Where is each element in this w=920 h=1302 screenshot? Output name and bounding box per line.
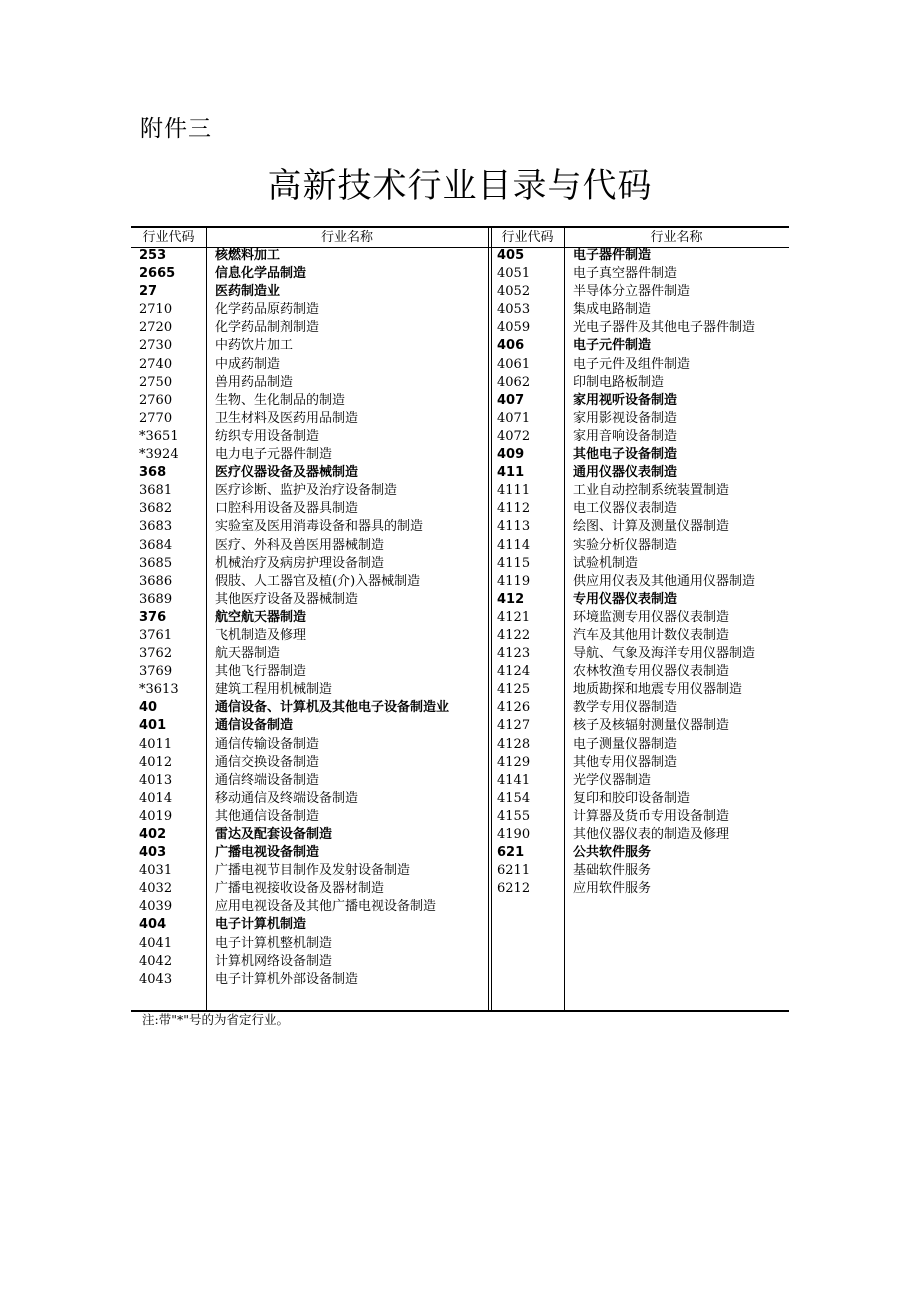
industry-code: 405 [497, 248, 525, 263]
industry-name: 其他电子设备制造 [573, 447, 678, 463]
table-row [491, 609, 789, 627]
table-row [491, 247, 789, 265]
industry-name: 电工仪器仪表制造 [573, 501, 678, 517]
industry-name: 教学专用仪器制造 [573, 700, 678, 716]
industry-name: 航空航天器制造 [215, 609, 307, 625]
table-row [491, 410, 789, 428]
industry-code: 4154 [497, 790, 531, 806]
industry-code: 3689 [139, 591, 173, 607]
table-row [491, 826, 789, 844]
industry-name: 核燃料加工 [215, 248, 281, 263]
industry-code: 4062 [497, 374, 531, 390]
table-header-right [491, 228, 789, 247]
table-row [491, 392, 789, 410]
industry-name: 印制电路板制造 [573, 374, 665, 390]
industry-name: 医疗、外科及兽医用器械制造 [215, 537, 385, 553]
industry-name: 家用视听设备制造 [573, 392, 678, 408]
industry-code-table [131, 226, 789, 1012]
industry-name: 其他飞行器制造 [215, 664, 307, 680]
table-row [491, 537, 789, 555]
industry-name: 机械治疗及病房护理设备制造 [215, 555, 385, 571]
industry-name: 公共软件服务 [573, 845, 652, 861]
header-code-right: 行业代码 [501, 230, 554, 245]
industry-code: 4111 [497, 483, 531, 499]
industry-code: 3761 [139, 627, 173, 643]
table-row [131, 319, 488, 337]
industry-name: 建筑工程用机械制造 [215, 682, 333, 698]
table-row [491, 482, 789, 500]
industry-code: 4013 [139, 772, 173, 788]
industry-code: 4071 [497, 410, 531, 426]
industry-code: 4039 [139, 899, 173, 915]
table-row [131, 826, 488, 844]
industry-name: 试验机制造 [573, 555, 639, 571]
table-row [491, 319, 789, 337]
industry-code: *3651 [139, 428, 179, 444]
table-row [131, 446, 488, 464]
industry-name: 广播电视节目制作及发射设备制造 [215, 863, 411, 879]
industry-name: 电子测量仪器制造 [573, 736, 678, 752]
industry-code: 411 [497, 465, 525, 481]
industry-name: 计算器及货币专用设备制造 [573, 808, 730, 824]
table-row [491, 374, 789, 392]
industry-name: 家用音响设备制造 [573, 428, 678, 444]
industry-code: 4114 [497, 537, 531, 553]
table-row [131, 772, 488, 790]
table-row [491, 301, 789, 319]
industry-code: 4012 [139, 754, 173, 770]
industry-name: 其他通信设备制造 [215, 808, 320, 824]
table-row [131, 935, 488, 953]
industry-name: 通信交换设备制造 [215, 754, 320, 770]
industry-code: 4041 [139, 935, 173, 951]
table-row [131, 736, 488, 754]
industry-code: 2750 [139, 374, 173, 390]
industry-code: 4031 [139, 863, 173, 879]
table-row [131, 754, 488, 772]
attachment-label: 附件三 [140, 116, 212, 142]
industry-code: 4061 [497, 356, 531, 372]
table-row [491, 645, 789, 663]
industry-code: 4121 [497, 609, 531, 625]
table-row [131, 790, 488, 808]
table-row [131, 265, 488, 283]
industry-code: 2770 [139, 410, 173, 426]
industry-name: 工业自动控制系统装置制造 [573, 483, 730, 499]
industry-code: 3685 [139, 555, 173, 571]
industry-name: 通信设备制造 [215, 718, 294, 734]
table-row [131, 392, 488, 410]
industry-code: 6212 [497, 881, 531, 897]
table-row [131, 464, 488, 482]
industry-name: 电力电子元器件制造 [215, 447, 333, 463]
industry-name: 复印和胶印设备制造 [573, 790, 691, 806]
table-row [131, 301, 488, 319]
industry-name: 通信设备、计算机及其他电子设备制造业 [215, 700, 450, 716]
industry-code: 4042 [139, 953, 173, 969]
industry-name: 通用仪器仪表制造 [573, 465, 678, 481]
industry-code: 4011 [139, 736, 173, 752]
industry-name: 移动通信及终端设备制造 [215, 790, 359, 806]
table-row [491, 356, 789, 374]
industry-code: 4014 [139, 790, 173, 806]
table-row [131, 283, 488, 301]
industry-name: 中药饮片加工 [215, 338, 294, 354]
table-row [131, 247, 488, 265]
table-row [491, 627, 789, 645]
industry-name: 光学仪器制造 [573, 772, 652, 788]
table-row [131, 337, 488, 355]
industry-code: 4043 [139, 971, 173, 987]
industry-code: 27 [139, 284, 158, 300]
industry-code: 404 [139, 917, 167, 933]
industry-name: 导航、气象及海洋专用仪器制造 [573, 646, 756, 662]
industry-name: 医疗仪器设备及器械制造 [215, 465, 359, 481]
industry-code: 4059 [497, 320, 531, 336]
table-row [131, 916, 488, 934]
table-header-left [131, 228, 488, 247]
industry-name: 医疗诊断、监护及治疗设备制造 [215, 483, 398, 499]
industry-code: 4190 [497, 827, 531, 842]
table-row [131, 374, 488, 392]
footnote: 注:带"*"号的为省定行业。 [142, 1012, 289, 1027]
industry-name: 应用软件服务 [573, 881, 652, 897]
table-row [131, 717, 488, 735]
table-row [131, 410, 488, 428]
table-row [131, 880, 488, 898]
industry-name: 通信终端设备制造 [215, 772, 320, 788]
industry-code: *3613 [139, 682, 179, 698]
table-row [131, 953, 488, 971]
industry-code: 2665 [139, 266, 176, 282]
industry-name: 航天器制造 [215, 646, 281, 662]
industry-name: 信息化学品制造 [215, 266, 307, 282]
left-table-body [131, 247, 488, 989]
table-row [131, 573, 488, 591]
industry-name: 生物、生化制品的制造 [215, 392, 346, 408]
industry-name: 农林牧渔专用仪器仪表制造 [573, 664, 730, 680]
table-row [131, 482, 488, 500]
industry-code: 4124 [497, 664, 531, 680]
industry-code: 409 [497, 447, 525, 463]
industry-code: 4141 [497, 772, 531, 788]
industry-code: 407 [497, 392, 525, 408]
table-row [131, 518, 488, 536]
industry-name: 其他专用仪器制造 [573, 754, 678, 770]
industry-code: 4123 [497, 646, 531, 662]
industry-code: 4051 [497, 266, 531, 282]
industry-name: 电子元件及组件制造 [573, 356, 691, 372]
industry-code: 2720 [139, 320, 173, 336]
industry-code: 2710 [139, 302, 173, 318]
industry-code: 2760 [139, 392, 173, 408]
industry-code: 4122 [497, 627, 531, 643]
industry-name: 电子元件制造 [573, 338, 652, 354]
industry-code: 2740 [139, 356, 173, 372]
industry-name: 口腔科用设备及器具制造 [215, 501, 359, 517]
table-row [131, 663, 488, 681]
industry-name: 飞机制造及修理 [215, 627, 307, 643]
industry-name: 电子计算机制造 [215, 917, 307, 933]
industry-code: 6211 [497, 863, 531, 879]
header-name-right: 行业名称 [650, 230, 703, 245]
table-row [131, 537, 488, 555]
table-row [131, 808, 488, 826]
table-row [131, 356, 488, 374]
industry-name: 地质勘探和地震专用仪器制造 [573, 682, 743, 698]
industry-name: 实验室及医用消毒设备和器具的制造 [215, 519, 424, 535]
industry-code: 4119 [497, 573, 531, 589]
industry-code: 406 [497, 338, 525, 354]
industry-name: 供应用仪表及其他通用仪器制造 [573, 573, 756, 589]
table-row [491, 283, 789, 301]
industry-name: 绘图、计算及测量仪器制造 [573, 519, 730, 535]
table-row [491, 663, 789, 681]
table-row [491, 790, 789, 808]
industry-name: 集成电路制造 [573, 302, 652, 318]
industry-name: 电子器件制造 [573, 248, 652, 263]
table-row [491, 772, 789, 790]
table-row [131, 681, 488, 699]
table-row [491, 337, 789, 355]
table-row [491, 464, 789, 482]
table-row [131, 609, 488, 627]
industry-code: 4052 [497, 284, 531, 300]
industry-name: 家用影视设备制造 [573, 410, 678, 426]
industry-name: 中成药制造 [215, 356, 281, 372]
table-row [491, 573, 789, 591]
industry-name: 半导体分立器件制造 [573, 284, 691, 300]
industry-code: 40 [139, 700, 158, 716]
right-half [491, 228, 789, 898]
industry-name: 环境监测专用仪器仪表制造 [573, 609, 730, 625]
table-row [491, 591, 789, 609]
industry-name: 假肢、人工器官及植(介)入器械制造 [215, 573, 421, 589]
left-half [131, 228, 488, 989]
industry-name: 其他医疗设备及器械制造 [215, 591, 359, 607]
industry-code: 253 [139, 248, 167, 263]
industry-name: 化学药品原药制造 [215, 302, 320, 318]
table-row [491, 717, 789, 735]
table-row [131, 844, 488, 862]
industry-code: 3681 [139, 483, 173, 499]
industry-code: 4115 [497, 555, 531, 571]
industry-code: 4019 [139, 808, 173, 824]
table-row [491, 681, 789, 699]
industry-code: 401 [139, 718, 167, 734]
table-row [491, 446, 789, 464]
industry-code: 3762 [139, 646, 173, 662]
table-row [491, 880, 789, 898]
header-code-left: 行业代码 [142, 230, 195, 245]
industry-code: 402 [139, 827, 167, 842]
industry-name: 兽用药品制造 [215, 374, 294, 390]
industry-code: 4072 [497, 428, 531, 444]
industry-name: 电子真空器件制造 [573, 266, 678, 282]
document-title: 高新技术行业目录与代码 [267, 166, 653, 206]
table-row [131, 555, 488, 573]
table-row [491, 428, 789, 446]
industry-name: 纺织专用设备制造 [215, 428, 320, 444]
industry-name: 卫生材料及医药用品制造 [215, 410, 359, 426]
table-row [131, 862, 488, 880]
industry-code: 403 [139, 845, 167, 861]
industry-code: 4032 [139, 881, 173, 897]
table-row [131, 591, 488, 609]
industry-code: 368 [139, 465, 167, 481]
table-row [491, 699, 789, 717]
table-row [131, 500, 488, 518]
industry-name: 广播电视接收设备及器材制造 [215, 881, 385, 897]
industry-name: 其他仪器仪表的制造及修理 [573, 827, 730, 842]
industry-code: 2730 [139, 338, 173, 354]
table-row [491, 500, 789, 518]
industry-code: 4128 [497, 736, 531, 752]
industry-name: 基础软件服务 [573, 863, 652, 879]
table-row [491, 808, 789, 826]
industry-name: 雷达及配套设备制造 [215, 827, 333, 842]
industry-name: 计算机网络设备制造 [215, 953, 333, 969]
industry-code: 4127 [497, 718, 531, 734]
industry-code: 3683 [139, 519, 173, 535]
table-row [491, 555, 789, 573]
industry-code: 3684 [139, 537, 173, 553]
table-row [491, 844, 789, 862]
industry-code: 4053 [497, 302, 531, 318]
industry-name: 光电子器件及其他电子器件制造 [573, 320, 756, 336]
table-row [131, 627, 488, 645]
industry-name: 实验分析仪器制造 [573, 537, 678, 553]
industry-code: 3682 [139, 501, 173, 517]
industry-code: 412 [497, 591, 525, 607]
center-divider-a [488, 228, 489, 1010]
table-row [131, 645, 488, 663]
table-row [491, 736, 789, 754]
table-row [131, 971, 488, 989]
industry-code: 4125 [497, 682, 531, 698]
header-name-left: 行业名称 [320, 230, 373, 245]
table-row [131, 898, 488, 916]
industry-name: 医药制造业 [215, 284, 281, 300]
industry-name: 专用仪器仪表制造 [573, 591, 678, 607]
industry-name: 通信传输设备制造 [215, 736, 320, 752]
industry-code: 621 [497, 845, 525, 861]
table-row [491, 754, 789, 772]
industry-name: 应用电视设备及其他广播电视设备制造 [215, 899, 437, 915]
industry-name: 广播电视设备制造 [215, 845, 320, 861]
industry-name: 电子计算机外部设备制造 [215, 971, 359, 987]
industry-code: 4155 [497, 808, 531, 824]
industry-code: 4129 [497, 754, 531, 770]
table-row [491, 518, 789, 536]
industry-code: 4112 [497, 501, 531, 517]
industry-code: 3686 [139, 573, 173, 589]
industry-code: *3924 [139, 447, 179, 463]
table-row [131, 428, 488, 446]
table-row [491, 862, 789, 880]
industry-code: 4126 [497, 700, 531, 716]
industry-code: 3769 [139, 664, 173, 680]
table-row [491, 265, 789, 283]
industry-name: 汽车及其他用计数仪表制造 [573, 627, 730, 643]
industry-code: 376 [139, 609, 167, 625]
table-row [131, 699, 488, 717]
industry-code: 4113 [497, 519, 531, 535]
right-table-body [491, 247, 789, 898]
industry-name: 化学药品制剂制造 [215, 320, 320, 336]
industry-name: 电子计算机整机制造 [215, 935, 333, 951]
industry-name: 核子及核辐射测量仪器制造 [573, 718, 730, 734]
